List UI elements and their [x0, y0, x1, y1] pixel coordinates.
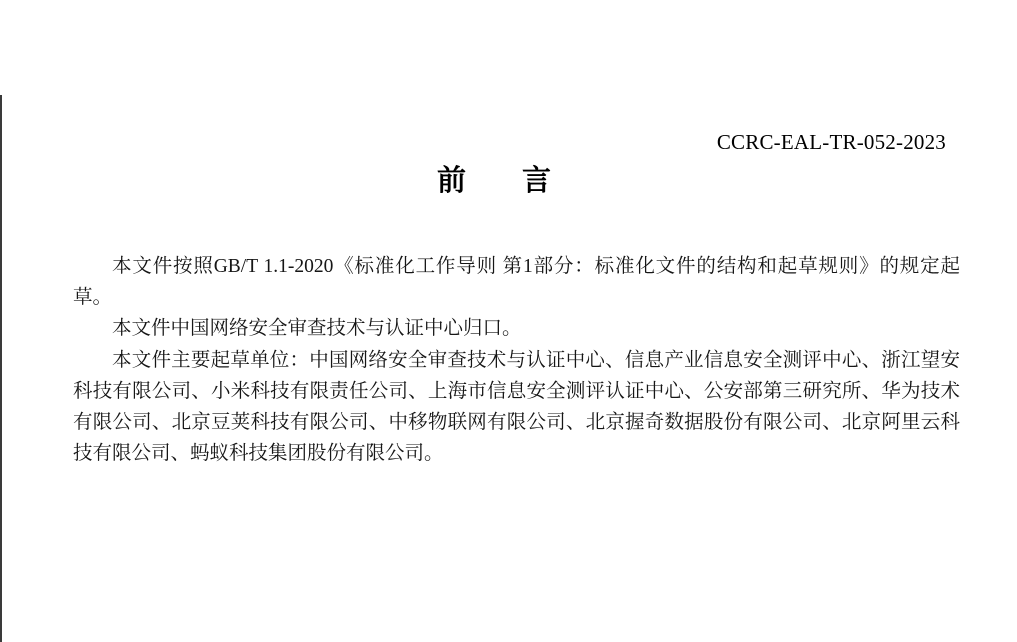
paragraph-drafting-organizations — [73, 345, 960, 470]
page-title-char-second: 言 — [522, 165, 552, 197]
scan-edge-artifact — [0, 95, 2, 642]
paragraph-centralized-body — [73, 313, 960, 344]
document-number: CCRC-EAL-TR-052-2023 — [716, 130, 946, 154]
body-line: 有限公司、北京豆荚科技有限公司、中移物联网有限公司、北京握奇数据股份有限公司、北京阿里云科 — [73, 412, 960, 434]
document-body — [73, 251, 960, 469]
body-line: 本文件中国网络安全审查技术与认证中心归口。 — [112, 318, 522, 340]
body-line: 本文件主要起草单位：中国网络安全审查技术与认证中心、信息产业信息安全测评中心、浙江望安 — [112, 349, 960, 371]
page-title-char-first: 前 — [437, 165, 467, 197]
page-title — [437, 163, 551, 201]
body-line: 技有限公司、蚂蚁科技集团股份有限公司。 — [73, 443, 444, 465]
paragraph-drafting-rules — [73, 251, 960, 313]
body-line: 本文件按照GB/T 1.1-2020《标准化工作导则 第1部分：标准化文件的结构和起草规则》的规定起 — [112, 256, 960, 277]
body-line: 科技有限公司、小米科技有限责任公司、上海市信息安全测评认证中心、公安部第三研究所、华为技术 — [73, 380, 960, 402]
body-line: 草。 — [73, 287, 113, 309]
